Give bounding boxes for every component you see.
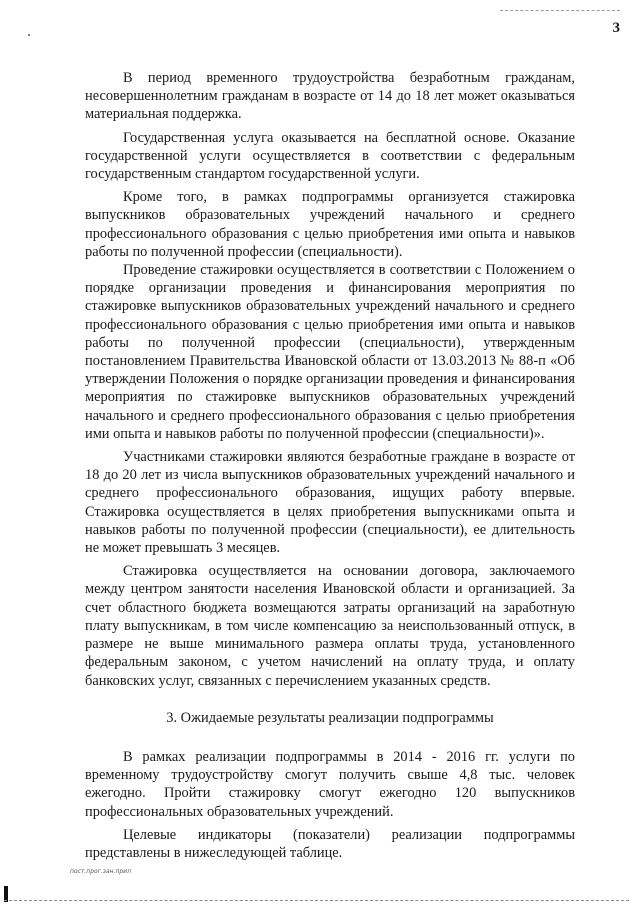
document-body (85, 69, 575, 862)
section-heading: 3. Ожидаемые результаты реализации подпрограммы (166, 709, 494, 726)
paragraph-internship-intro: Кроме того, в рамках подпрограммы организуется стажировка выпускников образовательных учреждений начального и среднего профессионального образования с целью приобретения ими опыта и навыков работы по полученной профессии (специальности). (85, 189, 575, 260)
paragraph-expected-results: В рамках реализации подпрограммы в 2014 - 2016 гг. услуги по временному трудоустройству смогут получить свыше 4,8 тыс. человек ежегодно. Пройти стажировку смогут ежегодно 120 выпускников профессиональных образовательных учреждений. (85, 748, 575, 820)
paragraph-free-service: Государственная услуга оказывается на бесплатной основе. Оказание государственной услуги осуществляется в соответствии с федеральным государственным стандартом государственной услуги. (85, 129, 575, 183)
page-number: 3 (612, 20, 620, 36)
paragraph-target-indicators: Целевые индикаторы (показатели) реализации подпрограммы представлены в нижеследующей таблице. (85, 826, 575, 861)
paragraph-internship-participants: Участниками стажировки являются безработные граждане в возрасте от 18 до 20 лет из числа выпускников образовательных учреждений начального и среднего профессионального образования, ищущих работу впервые. Стажировка осуществляется в целях приобретения выпускниками опыта и навыков работы по полученной профессии (специальности), ее длительность не может превышать 3 месяцев. (85, 449, 575, 557)
scan-bottom-line (4, 900, 629, 901)
scan-speck (28, 34, 30, 36)
paragraph-internship-contract: Стажировка осуществляется на основании договора, заключаемого между центром занятости населения Ивановской области и организацией. За счет областного бюджета возмещаются затраты организаций на заработную плату выпускникам, в том числе компенсацию за неиспользованный отпуск, в размере не выше минимального размера оплаты труда, установленного федеральным законом, с учетом начислений на оплату труда, и оплату банковских услуг, связанных с перечислением указанных средств. (85, 563, 575, 689)
paragraph-material-support: В период временного трудоустройства безработным гражданам, несовершеннолетним гражданам в возрасте от 14 до 18 лет может оказываться материальная поддержка. (85, 70, 575, 123)
paragraph-internship-regulation: Проведение стажировки осуществляется в соответствии с Положением о порядке организации проведения и финансирования мероприятия по стажировке выпускников образовательных учреждений начального и среднего профессионального образования с целью приобретения ими опыта и навыков работы по полученной профессии (специальности), утвержденным постановлением Правительства Ивановской области от 13.03.2013 № 88-п «Об утверждении Положения о порядке организации проведения и финансирования мероприятия по стажировке выпускников образовательных учреждений начального и среднего профессионального образования с целью приобретения ими опыта и навыков работы по полученной профессии (специальности)». (85, 262, 575, 442)
scan-edge-line (500, 10, 620, 11)
footer-file-code: пост.прог.зан.прил (70, 868, 131, 875)
